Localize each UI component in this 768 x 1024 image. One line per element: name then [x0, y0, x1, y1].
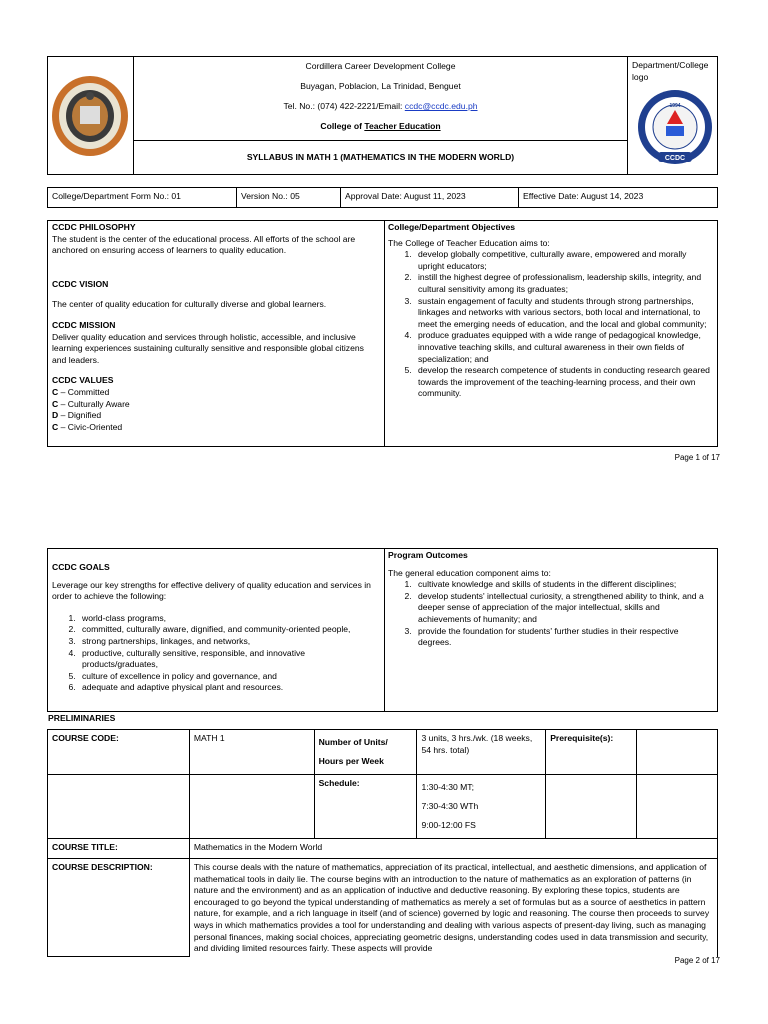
- course-desc-label: COURSE DESCRIPTION:: [48, 859, 190, 957]
- email-link[interactable]: ccdc@ccdc.edu.ph: [404, 101, 478, 111]
- goal-item: 6. adequate and adaptive physical plant and resources.: [78, 682, 380, 694]
- schedule-value: [417, 775, 546, 839]
- header-center: [134, 56, 627, 136]
- mission-heading: CCDC MISSION: [52, 319, 116, 330]
- page-number-2: Page 2 of 17: [674, 956, 720, 965]
- units-value: 3 units, 3 hrs./wk. (18 weeks, 54 hrs. total): [417, 730, 546, 775]
- value-item: C – Culturally Aware: [52, 398, 130, 409]
- vision-heading: CCDC VISION: [52, 278, 109, 289]
- goals-intro: Leverage our key strengths for effective delivery of quality education and services in order to achieve the following:: [52, 579, 371, 602]
- goal-item: 1. world-class programs,: [78, 613, 380, 625]
- objective-item: 3. sustain engagement of faculty and students through strong partnerships, linkages and networks with various sectors, both local and international, to meet the emerging needs of education, and the local and global community;: [414, 296, 714, 331]
- course-code-label: COURSE CODE:: [48, 730, 190, 775]
- college-seal-logo: [47, 56, 133, 174]
- goal-item: 3. strong partnerships, linkages, and networks,: [78, 636, 380, 648]
- course-desc-value: This course deals with the nature of mathematics, appreciation of its practical, intellectual, and aesthetic dimensions, and application of mathematical tools in daily lie. The course begins with an introduction to the nature of mathematics as an exploration of patterns (in nature and the environment) and as an application of inductive and deductive reasoning. By exploring these topics, students are encouraged to go beyond the typical understanding of mathematics as merely a set of formulas but as a source of aesthetics in pattern nature, for example, and a rich language in itself (and of science) governed by logic and reasoning. The course then proceeds to survey ways in which mathematics provides a tool for understanding and dealing with various aspects of present-day living, such as managing personal finances, making social choices, appreciating geometric designs, understanding codes used in data transmission and security, and dividing limited resources fairly. These aspects will provide: [189, 859, 717, 957]
- college-of-prefix: College of: [320, 121, 365, 131]
- goals-heading: CCDC GOALS: [52, 562, 110, 572]
- values-heading: CCDC VALUES: [52, 375, 114, 386]
- course-code-row: [48, 730, 718, 775]
- college-of: [134, 116, 627, 136]
- form-info-row: [47, 187, 718, 208]
- effective-date: Effective Date: August 14, 2023: [523, 191, 644, 201]
- right-column: [388, 222, 714, 400]
- teacher-education-seal-logo: [636, 86, 714, 168]
- goal-item: 4. productive, culturally sensitive, responsible, and innovative products/graduates,: [78, 648, 380, 671]
- outcomes-list: [388, 579, 714, 649]
- schedule-line: 7:30-4:30 WTh: [421, 801, 479, 811]
- empty-cell: [637, 775, 718, 839]
- form-no: College/Department Form No.: 01: [48, 188, 237, 207]
- outcomes-heading: Program Outcomes: [388, 550, 468, 560]
- empty-cell: [189, 775, 314, 839]
- tel-text: Tel. No.: (074) 422-2221/Email:: [283, 101, 405, 111]
- value-item: D – Dignified: [52, 410, 102, 421]
- column-divider-2: [384, 548, 385, 712]
- objectives-intro: The College of Teacher Education aims to:: [388, 237, 550, 248]
- college-address: Buyagan, Poblacion, La Trinidad, Benguet: [300, 81, 461, 91]
- outcome-item: 3. provide the foundation for students' further studies in their respective degrees.: [414, 626, 714, 649]
- empty-cell: [48, 775, 190, 839]
- syllabus-title: SYLLABUS IN MATH 1 (MATHEMATICS IN THE MODERN WORLD): [246, 152, 515, 162]
- approval-date: Approval Date: August 11, 2023: [341, 188, 519, 207]
- philosophy-heading: CCDC PHILOSOPHY: [52, 222, 136, 232]
- units-label: Number of Units/ Hours per Week: [314, 730, 417, 775]
- schedule-line: 9:00-12:00 FS: [421, 820, 476, 830]
- vision-text: The center of quality education for culturally diverse and global learners.: [52, 299, 327, 310]
- prereq-value: [637, 730, 718, 775]
- outcomes-intro: The general education component aims to:: [388, 567, 551, 578]
- college-contact: [134, 96, 627, 116]
- goals-column: [52, 562, 380, 694]
- course-title-row: [48, 839, 718, 859]
- course-title-value: Mathematics in the Modern World: [189, 839, 717, 859]
- value-item: C – Civic-Oriented: [52, 421, 123, 432]
- goal-item: 5. culture of excellence in policy and governance, and: [78, 671, 380, 683]
- philosophy-text: The student is the center of the educational process. All efforts of the school are anchored on ensuring access of learners to quality education.: [52, 233, 356, 256]
- outcome-item: 1. cultivate knowledge and skills of students in the different disciplines;: [414, 579, 714, 591]
- schedule-line: 1:30-4:30 MT;: [421, 782, 474, 792]
- objective-item: 4. produce graduates equipped with a wide range of pedagogical knowledge, innovative teaching skills, and cultural awareness in their own fields of specialization; and: [414, 330, 714, 365]
- prereq-label: Prerequisite(s):: [546, 730, 637, 775]
- college-logo-cell: [47, 56, 134, 175]
- outcomes-column: [388, 550, 714, 649]
- seal-year: 1994: [669, 103, 681, 109]
- left-column: [52, 222, 380, 433]
- objective-item: 1. develop globally competitive, culturally aware, empowered and morally upright educators;: [414, 249, 714, 272]
- objective-item: 2. instill the highest degree of professionalism, leadership skills, integrity, and cultural sensitivity among its graduates;: [414, 272, 714, 295]
- course-title-label: COURSE TITLE:: [48, 839, 190, 859]
- column-divider: [384, 220, 385, 447]
- dept-logo-label: Department/College logo: [632, 60, 709, 82]
- college-name: Cordillera Career Development College: [305, 61, 456, 71]
- value-item: C – Committed: [52, 386, 110, 397]
- values-list: [52, 387, 380, 433]
- version-no: Version No.: 05: [237, 188, 341, 207]
- objectives-heading: College/Department Objectives: [388, 222, 516, 232]
- goals-list: [52, 613, 380, 694]
- schedule-label: Schedule:: [314, 775, 417, 839]
- schedule-row: [48, 775, 718, 839]
- college-of-name: Teacher Education: [364, 121, 441, 131]
- course-desc-row: [48, 859, 718, 957]
- objective-item: 5. develop the research competence of students in conducting research geared towards the improvement of the teaching-learning process, and their own community.: [414, 365, 714, 400]
- preliminaries-heading: PRELIMINARIES: [48, 713, 116, 723]
- course-info-table: [47, 729, 718, 957]
- mission-text: Deliver quality education and services through holistic, accessible, and inclusive learning experiences sustaining culturally sensitive and responsible global citizens and leaders.: [52, 331, 364, 365]
- empty-cell: [546, 775, 637, 839]
- goal-item: 2. committed, culturally aware, dignified, and community-oriented people,: [78, 624, 380, 636]
- header-divider: [134, 140, 627, 141]
- page-number-1: Page 1 of 17: [674, 453, 720, 462]
- course-code-value: MATH 1: [189, 730, 314, 775]
- objectives-list: [388, 249, 714, 400]
- dept-logo-cell: [627, 56, 718, 175]
- outcome-item: 2. develop students' intellectual curiosity, a strengthened ability to think, and a deeper sense of appreciation of the major intellectual, skills and achievements of humanity; and: [414, 591, 714, 626]
- seal-abbr: CCDC: [664, 155, 686, 162]
